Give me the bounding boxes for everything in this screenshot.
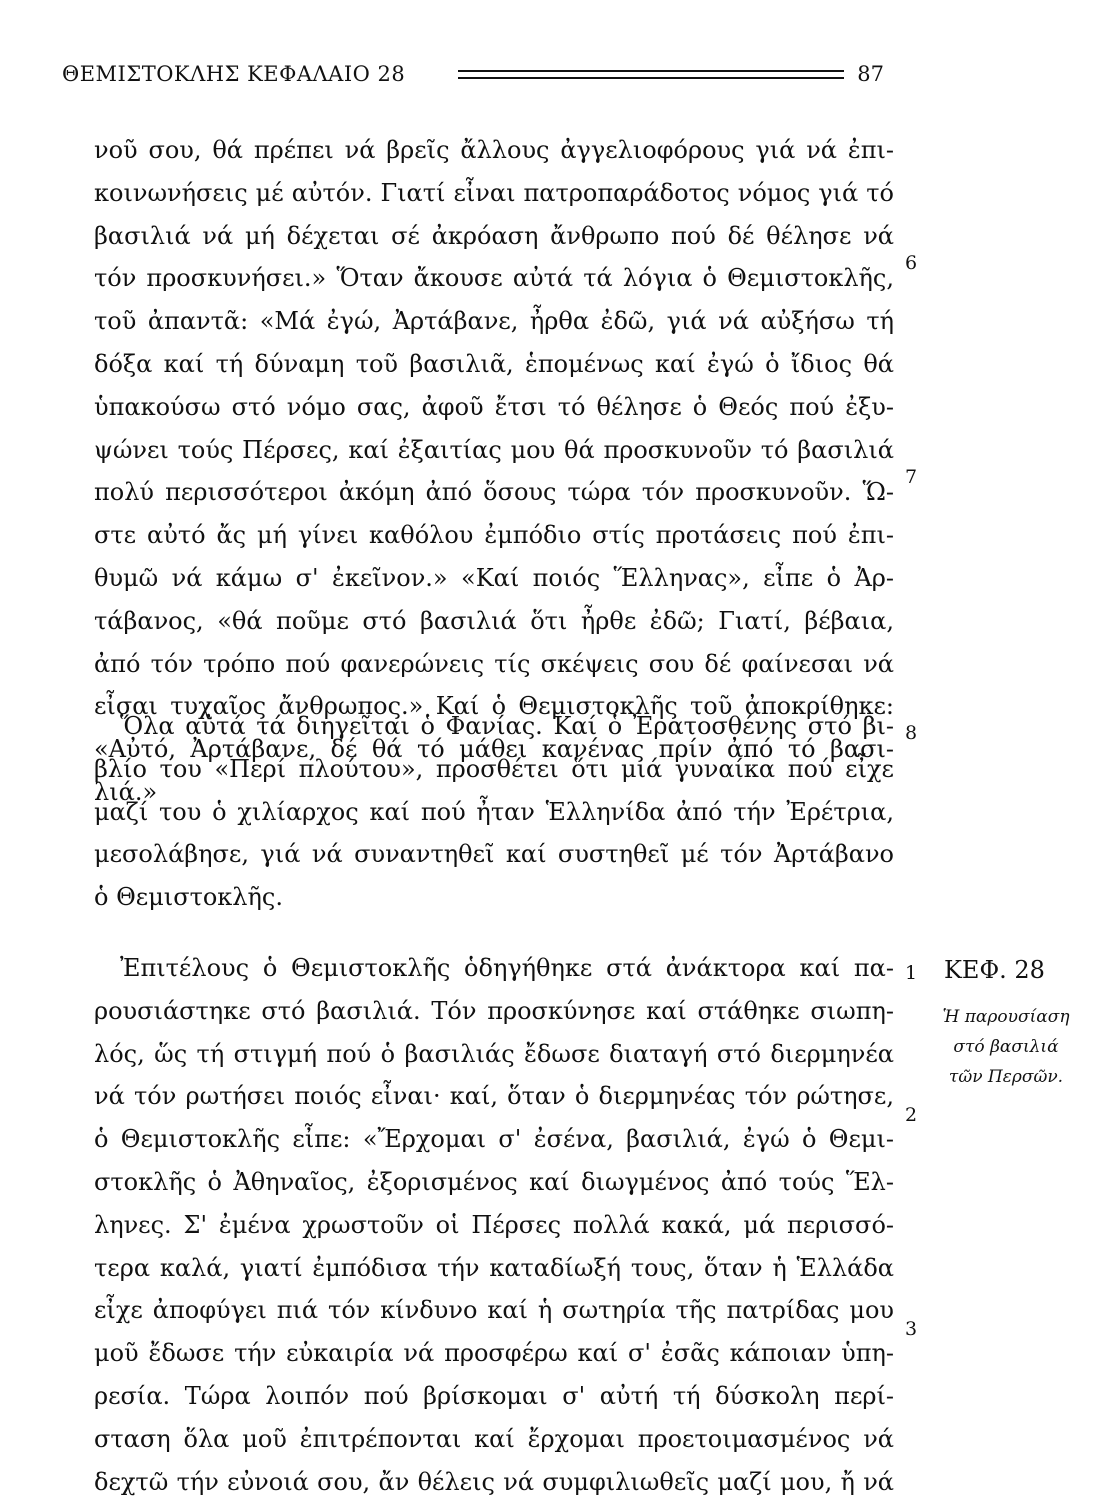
paragraph-3 xyxy=(94,947,894,1503)
text-line: «Αὐτό, Ἀρτάβανε, δέ θά τό μάθει κανένας πρίν ἀπό τό βασι- xyxy=(94,735,894,764)
text-line: βασιλιά νά μή δέχεται σέ ἀκρόαση ἄνθρωπο πού δέ θέλησε νά xyxy=(94,221,894,250)
page-number: 87 xyxy=(857,62,884,86)
text-line: δόξα καί τή δύναμη τοῦ βασιλιᾶ, ἑπομένως καί ἐγώ ὁ ἴδιος θά xyxy=(94,349,894,378)
section-number: 6 xyxy=(905,252,918,274)
text-line: νοῦ σου, θά πρέπει νά βρεῖς ἄλλους ἀγγελιοφόρους γιά νά ἐπι- xyxy=(94,136,894,164)
chapter-caption-line: στό βασιλιά xyxy=(953,1037,1059,1057)
text-line: δεχτῶ τήν εὐνοιά σου, ἄν θέλεις νά συμφιλιωθεῖς μαζί μου, ἤ νά xyxy=(94,1467,894,1496)
text-line: στε αὐτό ἄς μή γίνει καθόλου ἐμπόδιο στίς προτάσεις πού ἐπι- xyxy=(94,521,894,550)
text-line: μαζί του ὁ χιλίαρχος καί πού ἦταν Ἑλληνίδα ἀπό τήν Ἐρέτρια, xyxy=(94,797,894,826)
text-line: σταση ὅλα μοῦ ἐπιτρέπονται καί ἔρχομαι προετοιμασμένος νά xyxy=(94,1424,894,1453)
text-line: μεσολάβησε, γιά νά συναντηθεῖ καί συστηθεῖ μέ τόν Ἀρτάβανο xyxy=(94,840,894,869)
chapter-caption-line: Ἡ παρουσίαση xyxy=(942,1007,1070,1027)
text-line: λός, ὥς τή στιγμή πού ὁ βασιλιάς ἔδωσε διαταγή στό διερμηνέα xyxy=(94,1039,894,1068)
section-number: 3 xyxy=(905,1318,918,1340)
text-line: Ἐπιτέλους ὁ Θεμιστοκλῆς ὁδηγήθηκε στά ἀνάκτορα καί πα- xyxy=(120,954,894,982)
text-line: Ὅλα αὐτά τά διηγεῖται ὁ Φανίας. Καί ὁ Ἐρατοσθένης στό βι- xyxy=(120,712,894,740)
paragraph-2 xyxy=(94,705,894,919)
header-double-rule xyxy=(458,70,844,79)
text-line: θυμῶ νά κάμω σ' ἐκεῖνον.» «Καί ποιός Ἕλληνας», εἶπε ὁ Ἀρ- xyxy=(94,563,894,592)
text-line: πολύ περισσότεροι ἀκόμη ἀπό ὅσους τώρα τόν προσκυνοῦν. Ὥ- xyxy=(94,478,894,507)
section-number: 1 xyxy=(905,962,918,984)
text-line: στοκλῆς ὁ Ἀθηναῖος, ἐξορισμένος καί διωγμένος ἀπό τούς Ἕλ- xyxy=(94,1167,894,1196)
text-line: ρεσία. Τώρα λοιπόν πού βρίσκομαι σ' αὐτή τή δύσκολη περί- xyxy=(94,1381,894,1410)
running-header-title: ΘΕΜΙΣΤΟΚΛΗΣ ΚΕΦΑΛΑΙΟ 28 xyxy=(62,62,406,86)
text-line: εἶχε ἀποφύγει πιά τόν κίνδυνο καί ἡ σωτηρία τῆς πατρίδας μου xyxy=(94,1296,894,1325)
chapter-label: ΚΕΦ. 28 xyxy=(944,956,1045,984)
chapter-caption-line: τῶν Περσῶν. xyxy=(948,1067,1064,1087)
text-line: ἀπό τόν τρόπο πού φανερώνεις τίς σκέψεις σου δέ φαίνεσαι νά xyxy=(94,649,894,678)
text-line: τάβανος, «θά ποῦμε στό βασιλιά ὅτι ἦρθε ἐδῶ; Γιατί, βέβαια, xyxy=(94,606,894,635)
running-header xyxy=(62,62,884,92)
text-line: τοῦ ἀπαντᾶ: «Μά ἐγώ, Ἀρτάβανε, ἦρθα ἐδῶ, γιά νά αὐξήσω τή xyxy=(94,307,894,336)
section-number: 2 xyxy=(905,1104,918,1126)
text-line: ρουσιάστηκε στό βασιλιά. Τόν προσκύνησε καί στάθηκε σιωπη- xyxy=(94,996,894,1025)
text-line: ὑπακούσω στό νόμο σας, ἀφοῦ ἔτσι τό θέλησε ὁ Θεός πού ἐξυ- xyxy=(94,392,894,421)
text-line: εἶσαι τυχαῖος ἄνθρωπος.» Καί ὁ Θεμιστοκλῆς τοῦ ἀποκρίθηκε: xyxy=(94,692,894,721)
section-number: 8 xyxy=(905,722,918,744)
text-line: μοῦ ἔδωσε τήν εὐκαιρία νά προσφέρω καί σ' ἐσᾶς κάποιαν ὑπη- xyxy=(94,1339,894,1368)
text-line: τόν προσκυνήσει.» Ὅταν ἄκουσε αὐτά τά λόγια ὁ Θεμιστοκλῆς, xyxy=(94,264,894,293)
text-line: νά τόν ρωτήσει ποιός εἶναι· καί, ὅταν ὁ διερμηνέας τόν ρώτησε, xyxy=(94,1082,894,1111)
text-line: ψώνει τούς Πέρσες, καί ἐξαιτίας μου θά προσκυνοῦν τό βασιλιά xyxy=(94,435,894,464)
chapter-caption xyxy=(928,1002,1084,1092)
text-line: κοινωνήσεις μέ αὐτόν. Γιατί εἶναι πατροπαράδοτος νόμος γιά τό xyxy=(94,178,894,207)
section-number: 7 xyxy=(905,466,918,488)
text-line: ληνες. Σ' ἐμένα χρωστοῦν οἱ Πέρσες πολλά κακά, μά περισσό- xyxy=(94,1210,894,1239)
text-line: βλίο του «Περί πλούτου», προσθέτει ὅτι μιά γυναίκα πού εἶχε xyxy=(94,754,894,783)
text-line: λιά.» xyxy=(94,777,158,806)
text-line: τερα καλά, γιατί ἐμπόδισα τήν καταδίωξή τους, ὅταν ἡ Ἑλλάδα xyxy=(94,1253,894,1282)
text-line: ὁ Θεμιστοκλῆς εἶπε: «Ἔρχομαι σ' ἐσένα, βασιλιά, ἐγώ ὁ Θεμι- xyxy=(94,1125,894,1154)
text-line: ὁ Θεμιστοκλῆς. xyxy=(94,883,283,912)
